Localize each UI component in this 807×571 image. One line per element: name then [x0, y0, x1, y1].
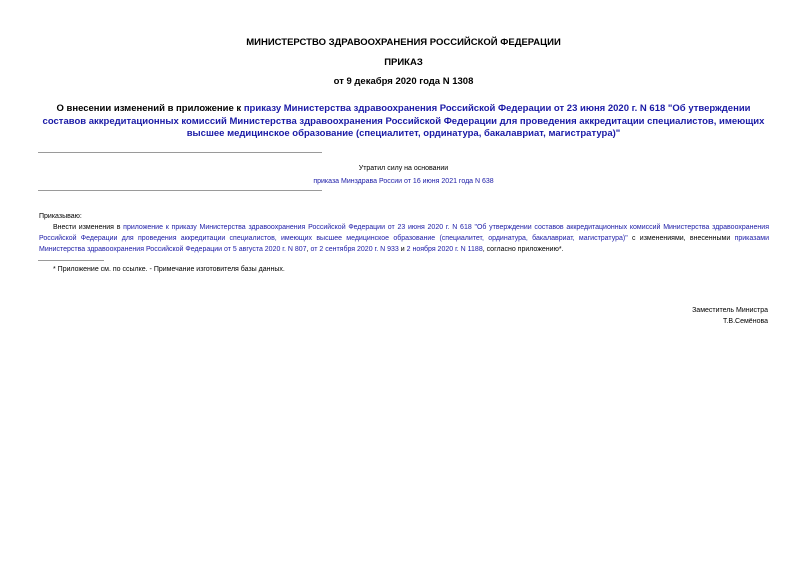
order-date: от 9 декабря 2020 года N 1308 [333, 76, 474, 87]
footnote-rule [38, 260, 104, 261]
ministry-heading: МИНИСТЕРСТВО ЗДРАВООХРАНЕНИЯ РОССИЙСКОЙ ФЕДЕРАЦИИ [246, 37, 561, 48]
para-link-order-807[interactable]: приказами Министерства здравоохранения Российской Федерации от 5 августа 2020 г. N 807 [39, 235, 770, 253]
separator-rule-bottom [38, 190, 322, 191]
para-sep-1: , [306, 246, 311, 253]
order-paragraph [39, 222, 769, 255]
para-middle: с изменениями, внесенными [627, 235, 735, 242]
para-link-order-1188[interactable]: 2 ноября 2020 г. N 1188 [406, 246, 483, 253]
separator-rule-top [38, 152, 322, 153]
para-prefix: Внести изменения в [53, 224, 124, 231]
repeal-note-text: Утратил силу на основании [358, 165, 449, 172]
signature-position: Заместитель Министра [692, 307, 768, 314]
signature-name: Т.В.Семёнова [722, 318, 768, 325]
order-heading: ПРИКАЗ [384, 57, 423, 68]
para-sep-2: и [398, 246, 407, 253]
para-link-appendix[interactable]: приложение к приказу Министерства здравоохранения Российской Федерации от 23 июня 2020 г. N 618 "Об утверждении составов аккредитационных комиссий Министерства здравоохранения Российской Федерации для проведения аккредитации специалистов, имеющих высшее медицинское образование (специалитет, ординатура, бакалавриат, магистратура)" [39, 224, 769, 242]
footnote-text: * Приложение см. по ссылке. - Примечание изготовителя базы данных. [53, 266, 285, 273]
repeal-note-link[interactable]: приказа Минздрава России от 16 июня 2021 года N 638 [313, 178, 494, 185]
title-link[interactable]: приказу Министерства здравоохранения Российской Федерации от 23 июня 2020 г. N 618 "Об утверждении составов аккредитационных комиссий Министерства здравоохранения Российской Федерации для проведения аккредитации специалистов, имеющих высшее медицинское образование (специалитет, ординатура, бакалавриат, магистратура)" [42, 103, 765, 139]
document-title [38, 103, 769, 141]
order-lead: Приказываю: [39, 213, 82, 220]
para-link-order-933[interactable]: от 2 сентября 2020 г. N 933 [310, 246, 399, 253]
para-suffix: , согласно приложению*. [482, 246, 564, 253]
title-prefix: О внесении изменений в приложение к [56, 103, 244, 114]
